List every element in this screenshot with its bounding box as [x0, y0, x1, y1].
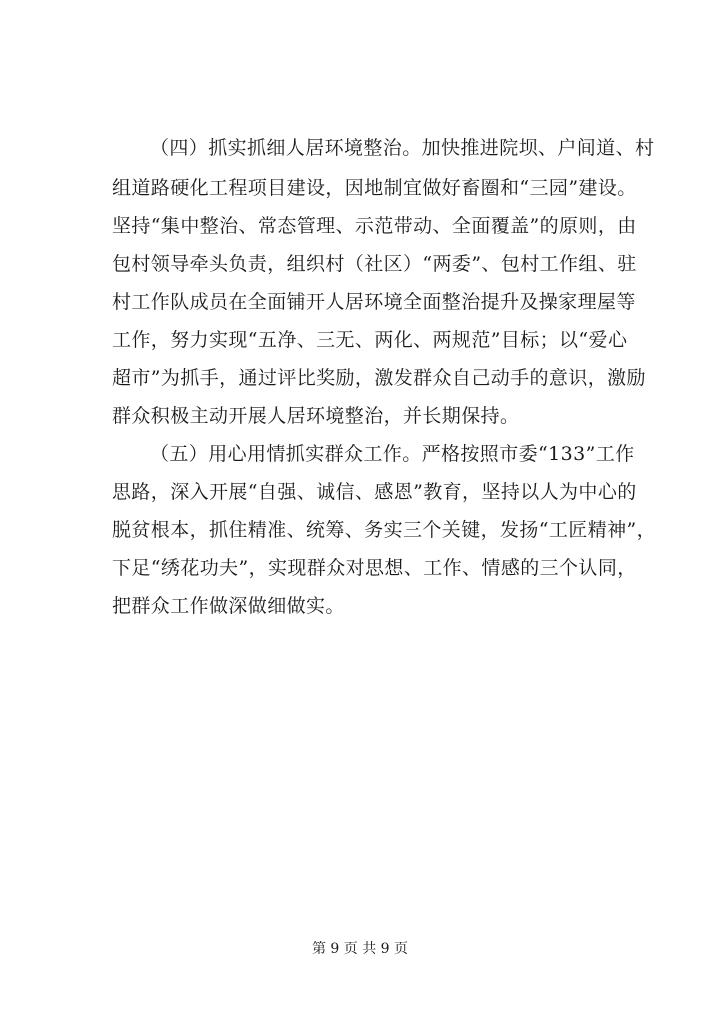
text-line: 坚持“集中整治、常态管理、示范带动、全面覆盖”的原则，由	[112, 215, 637, 237]
text-line: （五）用心用情抓实群众工作。严格按照市委“133”工作	[150, 443, 635, 465]
text-line: 工作，努力实现“五净、三无、两化、两规范”目标；以“爱心	[112, 329, 628, 351]
text-line: （四）抓实抓细人居环境整治。加快推进院坝、户间道、村	[150, 137, 655, 159]
text-line: 把群众工作做深做细做实。	[112, 595, 345, 617]
page-footer: 第 9 页 共 9 页	[311, 941, 409, 957]
text-line: 村工作队成员在全面铺开人居环境全面整治提升及操家理屋等	[112, 291, 636, 313]
text-line: 超市”为抓手，通过评比奖励，激发群众自己动手的意识，激励	[112, 367, 646, 389]
text-line: 思路，深入开展“自强、诚信、感恩”教育，坚持以人为中心的	[112, 481, 637, 503]
text-line: 组道路硬化工程项目建设，因地制宜做好畜圈和“三园”建设。	[112, 177, 637, 199]
text-line: 脱贫根本，抓住精准、统筹、务实三个关键，发扬“工匠精神”，	[112, 519, 657, 541]
text-line: 群众积极主动开展人居环境整治，并长期保持。	[112, 405, 520, 427]
text-line: 包村领导牵头负责，组织村（社区）“两委”、包村工作组、驻	[112, 253, 637, 275]
text-line: 下足“绣花功夫”，实现群众对思想、工作、情感的三个认同，	[112, 557, 637, 579]
